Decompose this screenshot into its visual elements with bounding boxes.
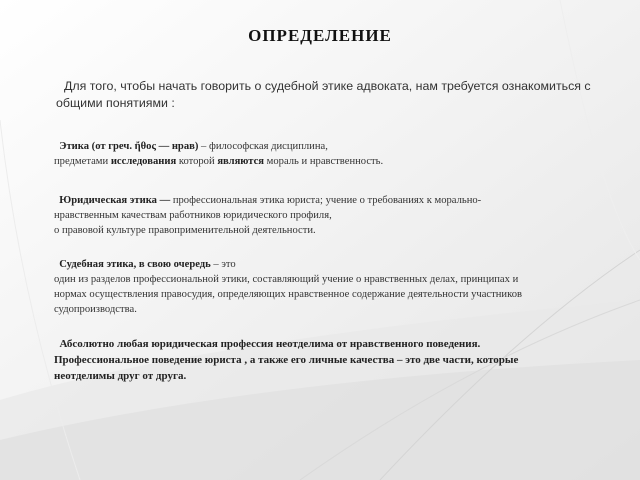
judicial-ethics-term: Судебная этика, в свою очередь (59, 259, 211, 270)
conclusion-paragraph (54, 336, 614, 384)
definition-ethics (54, 139, 614, 169)
conclusion-text-1: Абсолютно любая юридическая профессия неотделима от нравственного поведения. (59, 338, 481, 350)
intro-line-2: общими понятиями : (56, 96, 175, 110)
judicial-ethics-line-1 (54, 257, 614, 272)
conclusion-line-3: неотделимы друг от друга. (54, 370, 187, 382)
slide-title: ОПРЕДЕЛЕНИЕ (248, 26, 392, 45)
ethics-bold-are: являются (217, 156, 265, 167)
ethics-text-a: предметами (54, 156, 111, 167)
legal-ethics-line-3: о правовой культуре правоприменительной деятельности. (54, 225, 316, 236)
legal-ethics-line-2: нравственным качествам работников юридического профиля, (54, 210, 332, 221)
judicial-ethics-def: – это (210, 259, 236, 270)
definition-legal-ethics (54, 193, 614, 238)
ethics-text-c: мораль и нравственность. (264, 156, 384, 167)
conclusion-line-2: Профессиональное поведение юриста , а также его личные качества – это две части, которые (54, 354, 519, 366)
ethics-text-b: которой (176, 156, 218, 167)
legal-ethics-def: профессиональная этика юриста; учение о требованиях к морально- (172, 195, 482, 206)
ethics-def: – философская дисциплина, (198, 141, 328, 152)
conclusion-line-1 (54, 336, 614, 352)
ethics-term: Этика (от греч. ἤθος — нрав) (59, 141, 199, 152)
judicial-ethics-line-3: нормах осуществления правосудия, определяющих нравственное содержание деятельности участников (54, 289, 522, 300)
intro-paragraph (56, 78, 616, 112)
legal-ethics-term: Юридическая этика — (59, 195, 173, 206)
definition-judicial-ethics (54, 257, 614, 317)
legal-ethics-line-1 (54, 193, 614, 208)
judicial-ethics-line-2: один из разделов профессиональной этики, составляющий учение о нравственных делах, принципах и (54, 274, 519, 285)
ethics-line-2 (54, 154, 614, 169)
intro-line-1: Для того, чтобы начать говорить о судебной этике адвоката, нам требуется ознакомиться с (64, 79, 591, 93)
judicial-ethics-line-4: судопроизводства. (54, 304, 137, 315)
ethics-line-1 (54, 139, 614, 154)
ethics-bold-research: исследования (110, 156, 177, 167)
